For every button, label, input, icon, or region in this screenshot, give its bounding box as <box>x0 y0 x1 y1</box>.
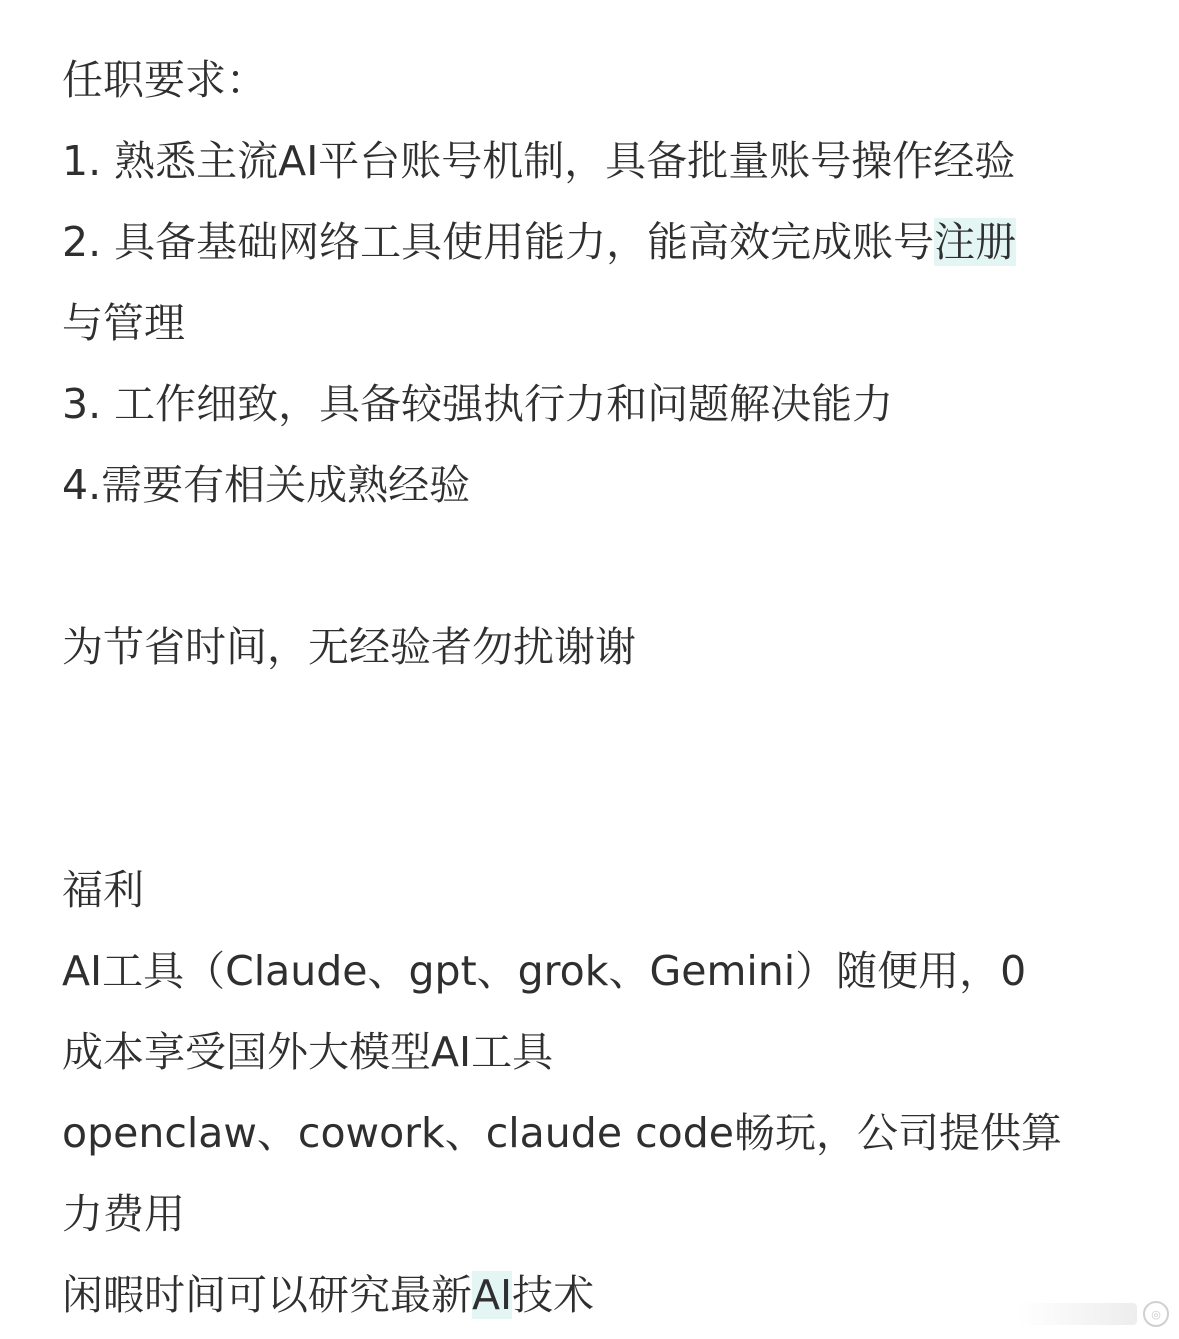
highlighted-keyword[interactable]: AI <box>472 1271 513 1319</box>
requirement-item-4: 4.需要有相关成熟经验 <box>62 461 471 509</box>
benefits-heading: 福利 <box>62 866 144 914</box>
spacer <box>62 769 1142 850</box>
watermark-logo-icon: ◎ <box>1143 1301 1169 1327</box>
requirement-item-1: 1. 熟悉主流AI平台账号机制，具备批量账号操作经验 <box>62 137 1016 185</box>
requirement-item-2-text: 2. 具备基础网络工具使用能力，能高效完成账号 <box>62 218 935 266</box>
notice-text: 为节省时间，无经验者勿扰谢谢 <box>62 623 636 671</box>
benefit-line-3 <box>62 1255 1142 1336</box>
watermark-bar <box>1017 1303 1137 1325</box>
highlighted-keyword[interactable]: 注册 <box>934 218 1017 266</box>
benefit-line-1-continued: 成本享受国外大模型AI工具 <box>62 1028 554 1076</box>
benefit-line-3-text: 闲暇时间可以研究最新 <box>62 1271 472 1319</box>
requirement-item-3: 3. 工作细致，具备较强执行力和问题解决能力 <box>62 380 894 428</box>
requirement-item-2-continued: 与管理 <box>62 299 185 347</box>
post-body <box>62 40 1142 1336</box>
benefit-line-3-tail: 技术 <box>512 1271 595 1319</box>
requirements-heading: 任职要求： <box>62 56 267 104</box>
watermark <box>999 1297 1169 1331</box>
benefit-line-2: openclaw、cowork、claude code畅玩，公司提供算 <box>62 1109 1062 1157</box>
requirement-item-2 <box>62 202 1142 283</box>
benefit-line-2-continued: 力费用 <box>62 1190 185 1238</box>
spacer <box>62 688 1142 769</box>
spacer <box>62 526 1142 607</box>
benefit-line-1: AI工具（Claude、gpt、grok、Gemini）随便用，0 <box>62 947 1027 995</box>
